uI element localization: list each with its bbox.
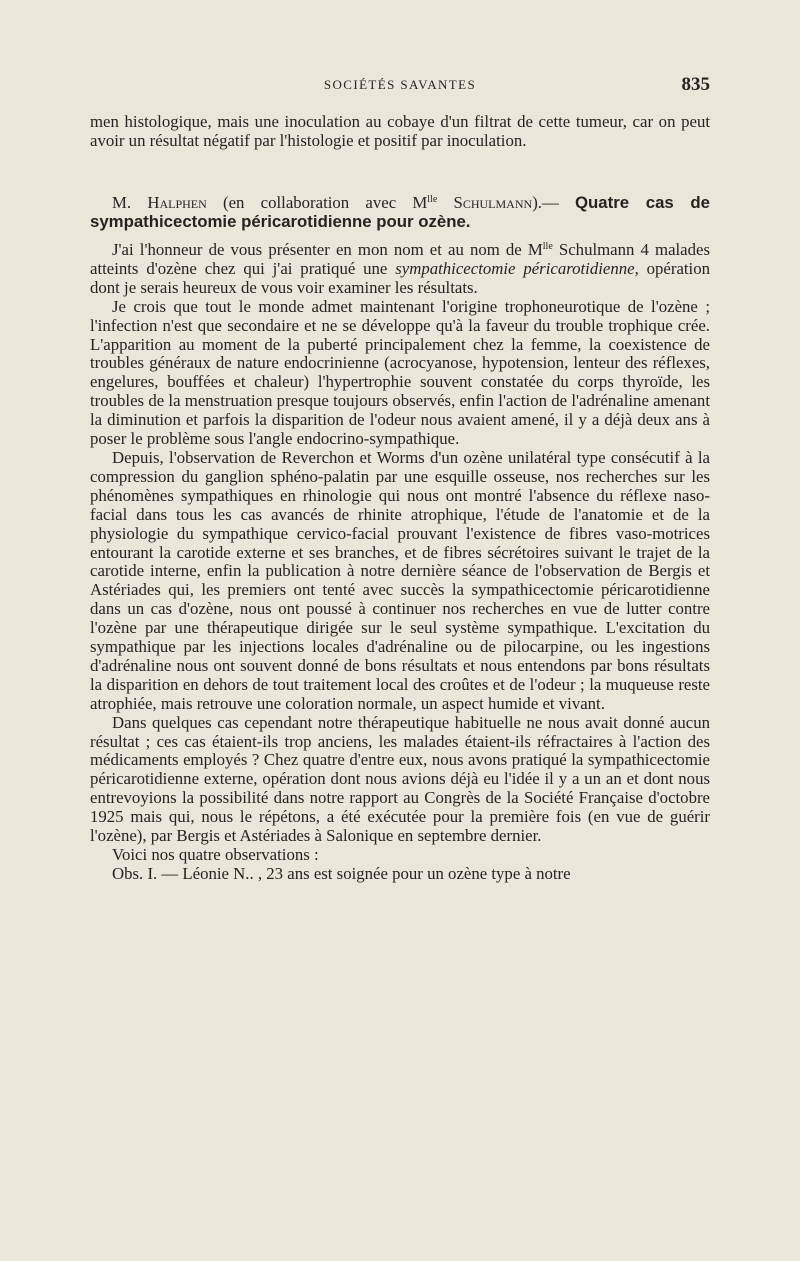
paragraph-3: Depuis, l'observation de Reverchon et Worms d'un ozène unilatéral type consécutif à la compression du ganglion sphéno-palatin par une esquille osseuse, nos recherches sur les phénomènes sympathiques en rhinologie qui nous ont montré l'absence du réflexe naso-facial dans tous les cas avancés de rhinite atrophique, l'étude de l'anatomie et de la physiologie du sympathique cervico-facial prouvant l'existence de fibres vaso-motrices entourant la carotide externe et ses branches, et de fibres sécrétoires suivant le trajet de la carotide interne, enfin la publication à notre dernière séance de l'observation de Bergis et Astériades qui, les premiers ont tenté avec succès la sympathicectomie péricarotidienne dans un cas d'ozène, nous ont poussé à continuer nos recherches en vue de lutter contre l'ozène par une thérapeutique dirigée sur le seul système sympathique. L'excitation du sympathique par les injections locales d'adrénaline ou de pilocarpine, ou les ingestions d'adrénaline nous ont souvent donné de bons résultats et nous entendons par bons résultats la disparition en dehors de tout traitement local des croûtes et de l'odeur ; la muqueuse reste atrophiée, mais retrouve une coloration normale, un aspect humide et vivant.	[90, 447, 710, 713]
page-number: 835	[681, 74, 710, 95]
paragraph-5: Voici nos quatre observations :	[112, 845, 319, 864]
body-text	[90, 241, 710, 884]
intro-paragraph: men histologique, mais une inoculation au cobaye d'un filtrat de cette tumeur, car on peut avoir un résultat négatif par l'histologie et positif par inoculation.	[90, 112, 710, 150]
paragraph-2: Je crois que tout le monde admet maintenant l'origine trophoneurotique de l'ozène ; l'infection n'est que secondaire et ne se développe qu'à la faveur du trouble trophique crée. L'apparition au moment de la puberté principalement chez la femme, la coexistence de troubles généraux de nature endocrinienne (acrocyanose, hypotension, lenteur des réflexes, engelures, bouffées et chaleur) l'hypertrophie souvent constatée du corps thyroïde, les troubles de la menstruation presque toujours observés, enfin l'action de l'adrénaline amenant la diminution et parfois la disparition de l'odeur nous avaient amené, il y a déjà deux ans à poser le problème sous l'angle endocrino-sympathique.	[90, 296, 710, 449]
running-title: SOCIÉTÉS SAVANTES	[323, 77, 477, 92]
paragraph-4: Dans quelques cas cependant notre thérapeutique habituelle ne nous avait donné aucun résultat ; ces cas étaient-ils trop anciens, les malades étaient-ils réfractaires à l'action des médicaments employés ? Chez quatre d'entre eux, nous avons pratiqué la sympathicectomie péricarotidienne externe, opération dont nous avions déjà eu l'idée il y a un an et dont nous entrevoyions la possibilité dans notre rapport au Congrès de la Société Française d'octobre 1925 mais qui, nous le répétons, a été exécutée pour la première fois (en vue de guérir l'ozène), par Bergis et Astériades à Salonique en septembre dernier.	[90, 712, 710, 846]
author-prefix: M.	[112, 193, 148, 212]
page-header	[90, 74, 710, 96]
paragraph-1-part-c: , opération dont je serais heureux de vous voir examiner les résultats.	[90, 258, 710, 297]
section-heading: Quatre cas de sympathicectomie péricarotidienne pour ozène.	[90, 193, 711, 231]
collab-superscript: lle	[427, 194, 438, 205]
paragraph-6	[90, 865, 710, 884]
observation-label: Obs.	[112, 863, 144, 883]
paragraph-1	[90, 241, 710, 298]
paragraph-1-part-a: J'ai l'honneur de vous présenter en mon nom et au nom de M	[112, 240, 543, 259]
paragraph-1-superscript: lle	[542, 241, 553, 252]
observation-text: I. — Léonie N.. , 23 ans est soignée pour un ozène type à notre	[143, 863, 571, 883]
collab-name: Schulmann	[437, 193, 533, 212]
author-name: Halphen	[147, 193, 207, 212]
section-title	[90, 194, 710, 232]
intro-paragraph-block	[90, 113, 710, 151]
collab-post: ).—	[532, 193, 575, 212]
collab-pre: (en collaboration avec M	[206, 193, 428, 212]
section-heading-paragraph	[90, 194, 710, 232]
paragraph-1-emphasis: sympathicectomie péricarotidienne	[395, 258, 635, 278]
paragraph-1-part-b: Schulmann 4 malades atteints d'ozène chez qui j'ai pratiqué une	[90, 240, 710, 278]
